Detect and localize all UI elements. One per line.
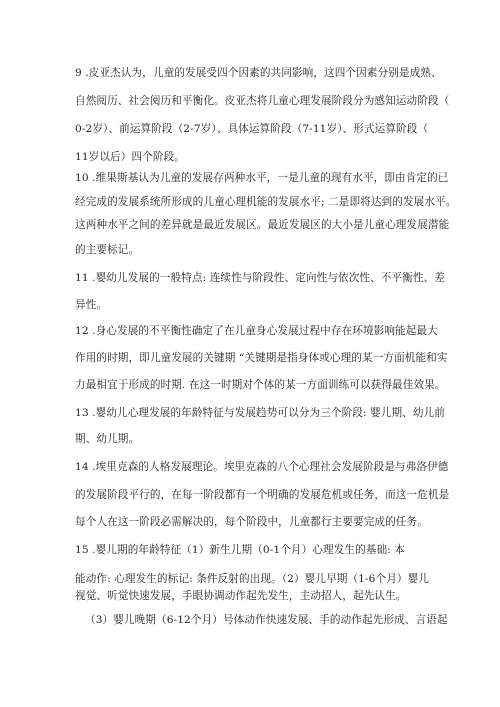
- text-line-10-1: 10 .维果斯基认为儿童的发展存两种水平，一是儿童的现有水平，即由肯定的已: [75, 172, 449, 184]
- text-line-11-2: 异性。: [75, 299, 108, 311]
- text-line-13-1: 13 .婴幼儿心理发展的年龄特征与发展趋势可以分为三个阶段: 婴儿期、幼儿前: [75, 407, 445, 419]
- text-line-9-4: 11岁以后）四个阶段。: [75, 151, 185, 163]
- text-line-11-1: 11 .婴幼儿发展的一般特点: 连续性与阶段性、定向性与依次性、不平衡性、差: [75, 272, 445, 284]
- text-line-14-3: 每个人在这一阶段必需解决的，每个阶段中，儿童都行主要要完成的任务。: [75, 516, 428, 528]
- text-line-9-2: 自然阅历、社会阅历和平衡化。皮亚杰将儿童心理发展阶段分为感知运动阶段（: [75, 95, 450, 107]
- text-line-15-2: 能动作: 心理发生的标记: 条件反射的出现。（2）婴儿早期（1-6个月）婴儿: [75, 573, 429, 585]
- text-line-10-3: 这两种水平之间的差异就是最近发展区。最近发展区的大小是儿童心理发展潜能: [75, 219, 450, 231]
- text-line-9-1: 9 .皮亚杰认为，儿童的发展受四个因素的共同影响，这四个因素分别是成熟、: [75, 67, 442, 79]
- text-line-15-1: 15 .婴儿期的年龄特征（1）新生儿期（0-1个月）心理发生的基础: 本: [75, 544, 405, 556]
- text-line-13-2: 期、幼儿期。: [75, 433, 140, 445]
- text-line-14-2: 的发展阶段平行的，在每一阶段都有一个明确的发展危机或任务，而这一危机是: [75, 489, 450, 501]
- text-line-9-3: 0-2岁）、前运算阶段（2-7岁）、具体运算阶段（7-11岁）、形式运算阶段（: [75, 123, 429, 135]
- text-line-14-1: 14 .埃里克森的人格发展理论。埃里克森的八个心理社会发展阶段是与弗洛伊德: [75, 461, 449, 473]
- text-line-12-3: 力最相宜于形成的时期. 在这一时期对个体的某一方面训练可以获得最佳效果。: [75, 379, 446, 391]
- text-line-10-4: 的主要标记。: [75, 244, 140, 256]
- text-line-15-4: （3）婴儿晚期（6-12个月）号体动作快速发展、手的动作起先形成、言语起: [85, 614, 448, 626]
- text-line-15-3: 视觉、听觉快速发展，手眼协调动作起先发生，主动招人，起先认生。: [75, 590, 407, 602]
- text-line-10-2: 经完成的发展系统所形成的儿童心理机能的发展水平; 二是即将达到的发展水平。: [75, 196, 457, 208]
- text-line-12-2: 作用的时期，即儿童发展的关键期 “关键期是指身体或心理的某一方面机能和实: [75, 352, 448, 364]
- text-line-12-1: 12 .身心发展的不平衡性确定了在儿童身心发展过程中存在环境影响能起最大: [75, 325, 438, 337]
